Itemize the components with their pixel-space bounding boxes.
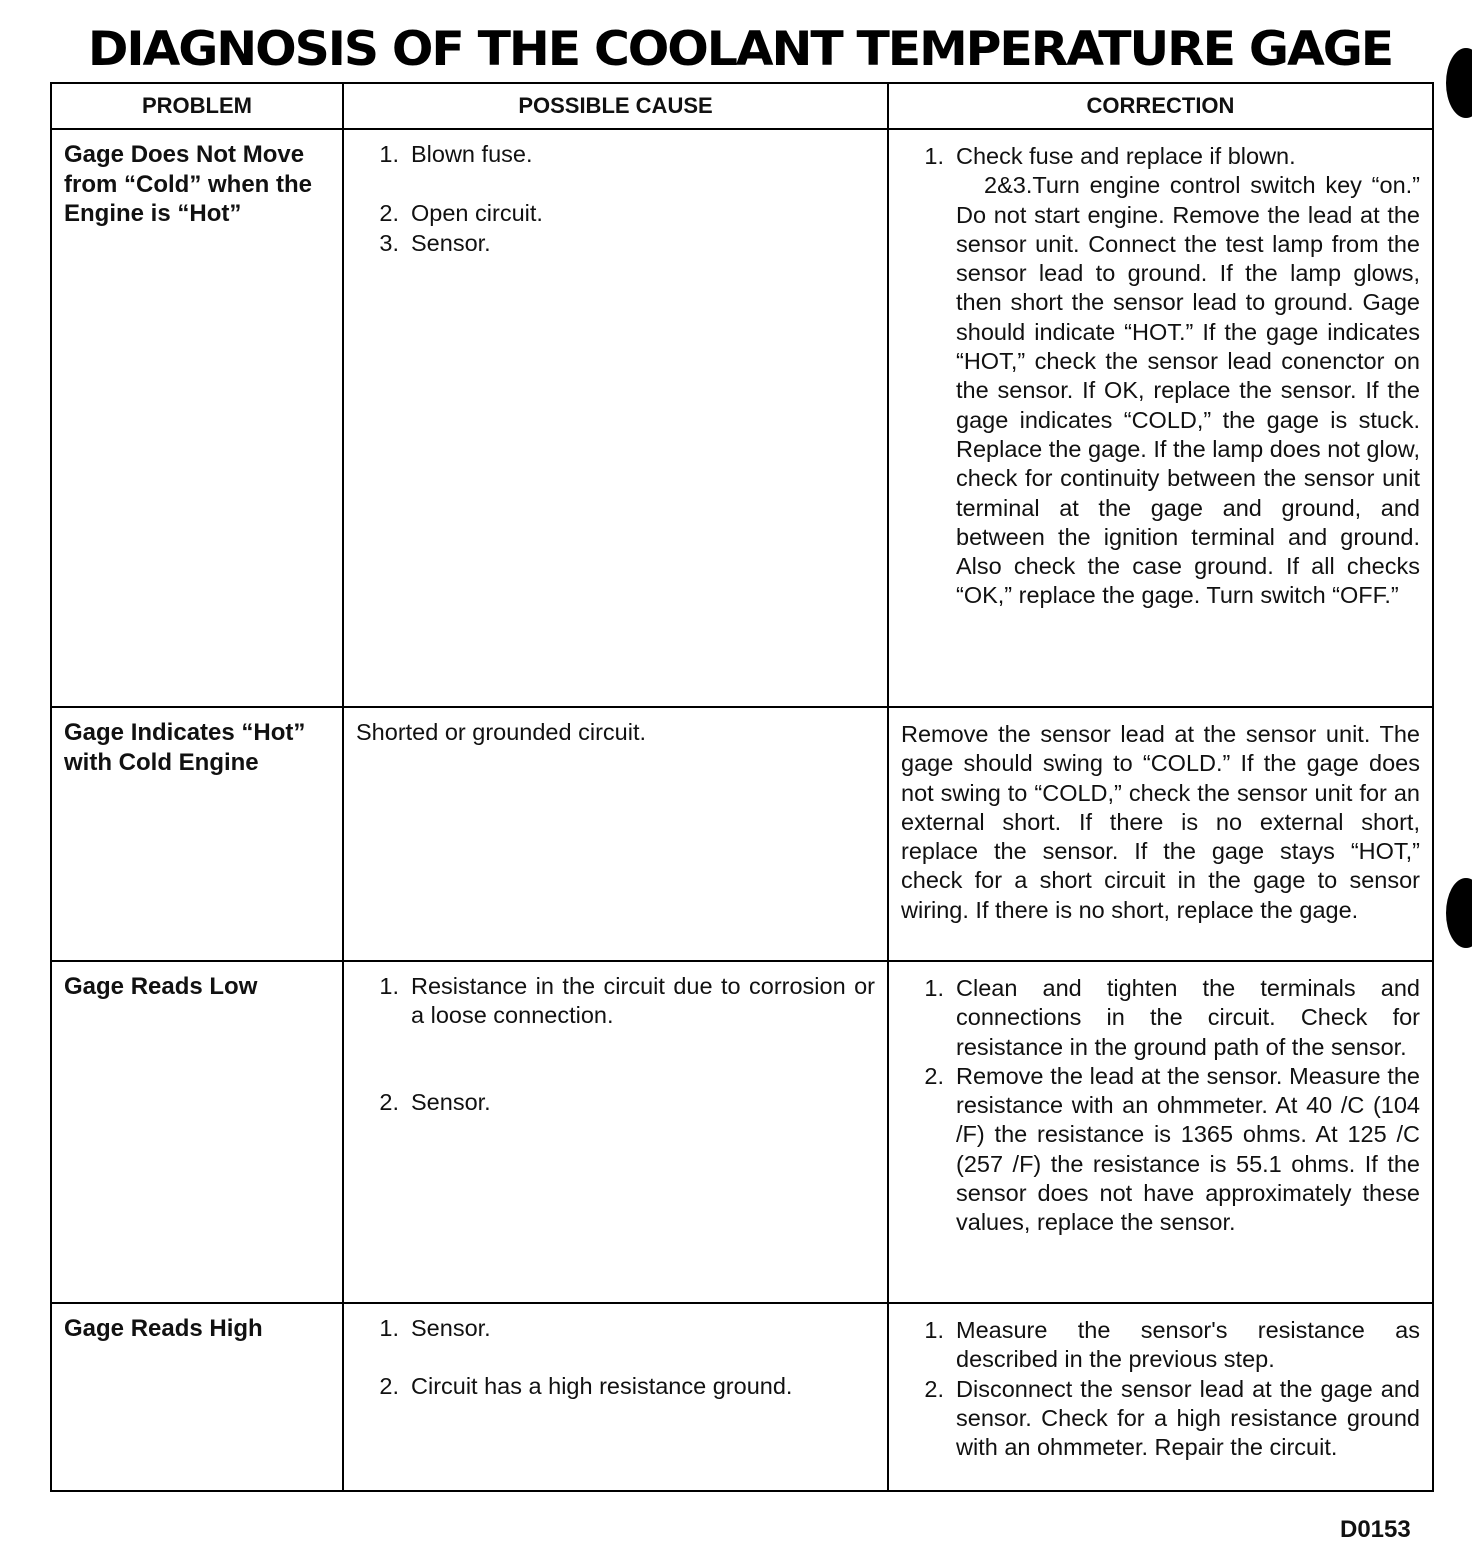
table-row xyxy=(51,707,1433,961)
problem-cell: Gage Indicates “Hot” with Cold Engine xyxy=(51,707,343,961)
cause-cell: Shorted or grounded circuit. xyxy=(343,707,888,961)
list-item: 1. Blown fuse. xyxy=(379,141,533,167)
correction-cell xyxy=(888,129,1433,707)
header-problem: PROBLEM xyxy=(51,83,343,129)
list-item: 1. Clean and tighten the terminals and connections in the circuit. Check for resistance in the ground path of the sensor. xyxy=(924,975,1420,1060)
diagnosis-table xyxy=(50,82,1434,1492)
table-row xyxy=(51,961,1433,1303)
list-item: 3. Sensor. xyxy=(379,229,491,256)
binding-hole-mark-bottom xyxy=(1446,878,1472,948)
correction-cell: Remove the sensor lead at the sensor unit. The gage should swing to “COLD.” If the gage does not swing to “COLD,” check the sensor unit for an external short. If there is no external short, replace the sensor. If the gage stays “HOT,” check for a short circuit in the gage to sensor wiring. If there is no short, replace the gage. xyxy=(888,707,1433,961)
cause-cell xyxy=(343,129,888,707)
list-item: 2. Open circuit. xyxy=(379,200,543,227)
header-correction: CORRECTION xyxy=(888,83,1433,129)
cause-cell xyxy=(343,1303,888,1491)
list-item: 2&3.Turn engine control switch key “on.” Do not start engine. Remove the lead at the sensor unit. Connect the test lamp from the sensor lead to ground. If the lamp glows, then short the sensor lead to ground. Gage should indicate “HOT.” If the gage indicates “HOT,” check the sensor lead conenctor on the sensor. If OK, replace the sensor. If the gage indicates “COLD,” the gage is stuck. Replace the gage. If the lamp does not glow, check for continuity between the sensor unit terminal at the gage and ground, and between the ignition terminal and ground. Also check the case ground. If all checks “OK,” replace the gage. Turn switch “OFF.” xyxy=(956,172,1420,609)
page-title: DIAGNOSIS OF THE COOLANT TEMPERATURE GAGE xyxy=(87,22,1393,77)
list-item: 1. Check fuse and replace if blown. xyxy=(924,143,1296,169)
problem-cell: Gage Reads High xyxy=(51,1303,343,1491)
figure-code: D0153 xyxy=(1340,1516,1411,1543)
list-item: 2. Sensor. xyxy=(379,1088,491,1115)
correction-cell xyxy=(888,961,1433,1303)
list-item: 2. Disconnect the sensor lead at the gage and sensor. Check for a high resistance ground with an ohmmeter. Repair the circuit. xyxy=(924,1375,1420,1461)
list-item: 1. Measure the sensor's resistance as described in the previous step. xyxy=(924,1317,1420,1373)
list-item: 1. Resistance in the circuit due to corrosion or a loose connection. xyxy=(379,973,875,1029)
problem-cell: Gage Does Not Move from “Cold” when the Engine is “Hot” xyxy=(51,129,343,707)
correction-cell xyxy=(888,1303,1433,1491)
problem-cell: Gage Reads Low xyxy=(51,961,343,1303)
table-row xyxy=(51,1303,1433,1491)
list-item: 1. Sensor. xyxy=(379,1315,491,1341)
list-item: 2. Circuit has a high resistance ground. xyxy=(379,1373,793,1400)
cause-cell xyxy=(343,961,888,1303)
table-row xyxy=(51,129,1433,707)
list-item: 2. Remove the lead at the sensor. Measure the resistance with an ohmmeter. At 40 /C (104 /F) the resistance is 1365 ohms. At 125 /C (257 /F) the resistance is 55.1 ohms. If the sensor does not have approximately these values, replace the sensor. xyxy=(924,1062,1420,1236)
header-possible-cause: POSSIBLE CAUSE xyxy=(343,83,888,129)
table-header-row xyxy=(51,83,1433,129)
